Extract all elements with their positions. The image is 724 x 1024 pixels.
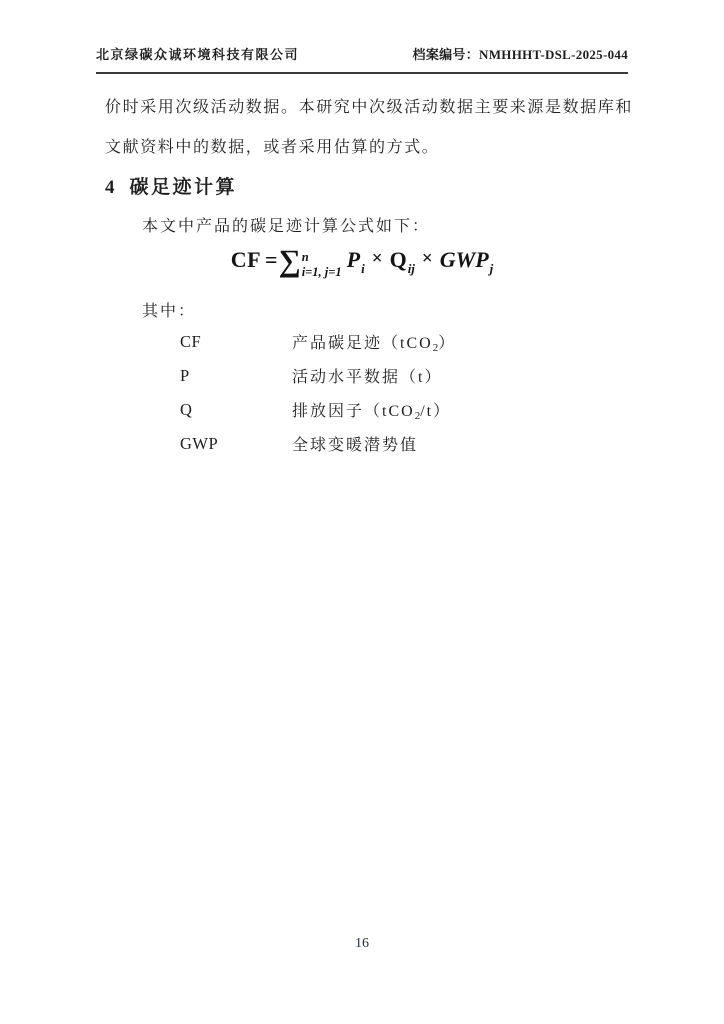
definition-row-gwp (180, 427, 456, 461)
paragraph-line-2: 文献资料中的数据，或者采用估算的方式。 (105, 139, 440, 156)
carbon-footprint-formula (230, 243, 494, 279)
definition-description: 活动水平数据（t） (292, 369, 443, 386)
paragraph-line-1: 价时采用次级活动数据。本研究中次级活动数据主要来源是数据库和 (105, 99, 634, 116)
multiply-sign: × (371, 247, 383, 269)
definition-description: 排放因子（tCO$_2$/t） (292, 403, 452, 422)
section-title: 碳足迹计算 (129, 177, 238, 198)
formula-term-p: Pi (346, 246, 365, 276)
section-heading (105, 172, 237, 199)
formula-term-q: Qij (389, 246, 415, 276)
definition-description: 产品碳足迹（tCO$_2$） (292, 335, 457, 354)
definition-term: Q (180, 400, 193, 419)
definition-term: P (180, 366, 190, 385)
definitions-list (180, 325, 456, 461)
definition-row-q (180, 393, 456, 427)
page-header (96, 44, 628, 74)
document-number-value: NMHHHT-DSL-2025-044 (479, 47, 628, 62)
formula-term-gwp: GWPj (439, 246, 494, 276)
equals-sign: = (265, 246, 278, 272)
company-name: 北京绿碳众诚环境科技有限公司 (96, 47, 300, 62)
definition-description: 全球变暖潜势值 (292, 437, 419, 454)
sigma-limits (302, 250, 342, 279)
multiply-sign: × (421, 247, 433, 269)
definition-term: GWP (180, 434, 219, 453)
formula-block (96, 243, 628, 279)
definition-term: CF (180, 332, 202, 351)
sigma-lower-limit: i=1, j=1 (301, 264, 342, 279)
definition-row-p (180, 359, 456, 393)
formula-intro: 本文中产品的碳足迹计算公式如下： (142, 218, 431, 235)
where-label: 其中： (142, 303, 197, 320)
sigma-symbol: ∑ (278, 243, 301, 278)
formula-lhs: CF (230, 246, 262, 272)
definition-row-cf (180, 325, 456, 359)
section-number: 4 (105, 177, 115, 198)
page-number: 16 (355, 936, 369, 951)
document-number-label: 档案编号： (412, 47, 480, 62)
document-number (413, 44, 628, 63)
sigma-upper-limit: n (301, 250, 309, 265)
